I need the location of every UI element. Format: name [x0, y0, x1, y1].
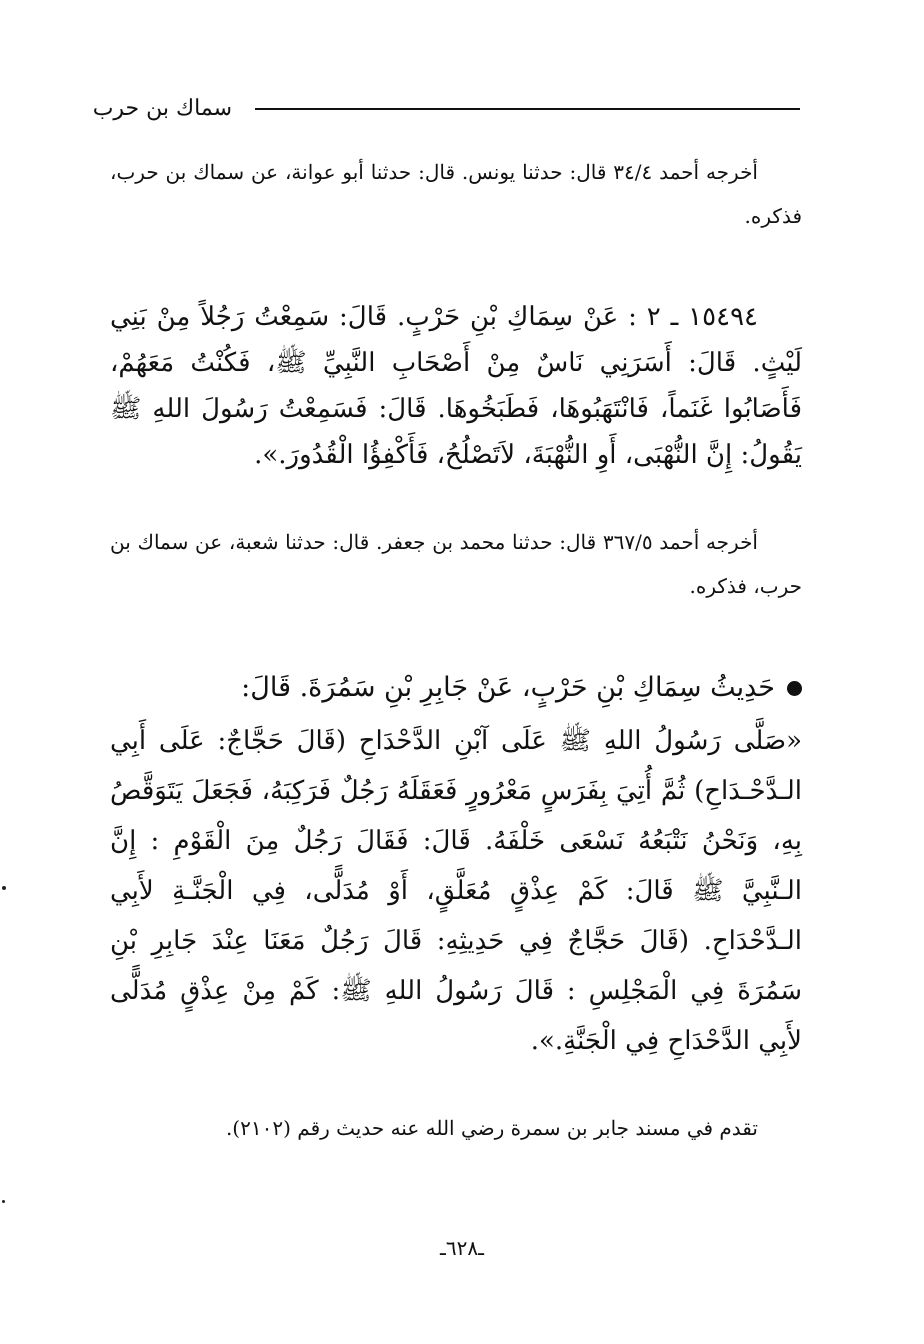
- hadith-section-heading: [110, 664, 802, 712]
- cross-reference-note: تقدم في مسند جابر بن سمرة رضي الله عنه حديث رقم (٢١٠٢).: [225, 1116, 758, 1140]
- page-number: ـ٦٢٨ـ: [440, 1236, 484, 1260]
- scan-speck: [2, 886, 6, 890]
- bullet-icon: [787, 681, 802, 696]
- running-head: [92, 96, 800, 130]
- hadith-section-body: «صَلَّى رَسُولُ اللهِ ﷺ عَلَى آبْنِ الدَّحْدَاحِ (قَالَ حَجَّاجٌ: عَلَى أَبِي الـدَّحْـدَاحِ) ثُمَّ أُتِيَ بِفَرَسٍ مَعْرُورٍ فَعَقَلَهُ رَجُلٌ فَرَكِبَهُ، فَجَعَلَ يَتَوَقَّصُ بِهِ، وَنَحْنُ نَتْبَعُهُ نَسْعَى خَلْفَهُ. قَالَ: فَقَالَ رَجُلٌ مِنَ الْقَوْمِ : إِنَّ الـنَّبِيَّ ﷺ قَالَ: كَمْ عِذْقٍ مُعَلَّقٍ، أَوْ مُدَلًّى، فِي الْجَنَّـةِ لأَبِي الـدَّحْدَاحِ. (قَالَ حَجَّاجٌ فِي حَدِيثِهِ: قَالَ رَجُلٌ مَعَنَا عِنْدَ جَابِرِ بْنِ سَمُرَةَ فِي الْمَجْلِسِ : قَالَ رَسُولُ اللهِ ﷺ: كَمْ مِنْ عِذْقٍ مُدَلًّى لأَبِي الدَّحْدَاحِ فِي الْجَنَّةِ.».: [110, 726, 802, 1056]
- source-note-1: أخرجه أحمد ٣٤/٤ قال: حدثنا يونس. قال: حدثنا أبو عوانة، عن سماك بن حرب، فذكره.: [110, 160, 802, 228]
- source-note-2: أخرجه أحمد ٣٦٧/٥ قال: حدثنا محمد بن جعفر. قال: حدثنا شعبة، عن سماك بن حرب، فذكره.: [110, 530, 802, 598]
- section-heading-text: حَدِيثُ سِمَاكِ بْنِ حَرْبٍ، عَنْ جَابِرِ بْنِ سَمُرَةَ. قَالَ:: [241, 672, 775, 703]
- hadith-15494: ١٥٤٩٤ ـ ٢ : عَنْ سِمَاكِ بْنِ حَرْبٍ. قَالَ: سَمِعْتُ رَجُلاً مِنْ بَنِي لَيْثٍ. قَالَ: أَسَرَنِي نَاسٌ مِنْ أَصْحَابِ النَّبِيِّ ﷺ، فَكُنْتُ مَعَهُمْ، فَأَصَابُوا غَنَماً، فَانْتَهَبُوهَا، فَطَبَخُوهَا. قَالَ: فَسَمِعْتُ رَسُولَ اللهِ ﷺ يَقُولُ: إِنَّ النُّهْبَى، أَوِ النُّهْبَةَ، لاَتَصْلُحُ، فَأَكْفِؤُا الْقُدُورَ.».: [110, 302, 802, 470]
- header-rule: [255, 108, 800, 110]
- scan-speck: [2, 1200, 5, 1203]
- running-head-title: سماك بن حرب: [92, 96, 232, 121]
